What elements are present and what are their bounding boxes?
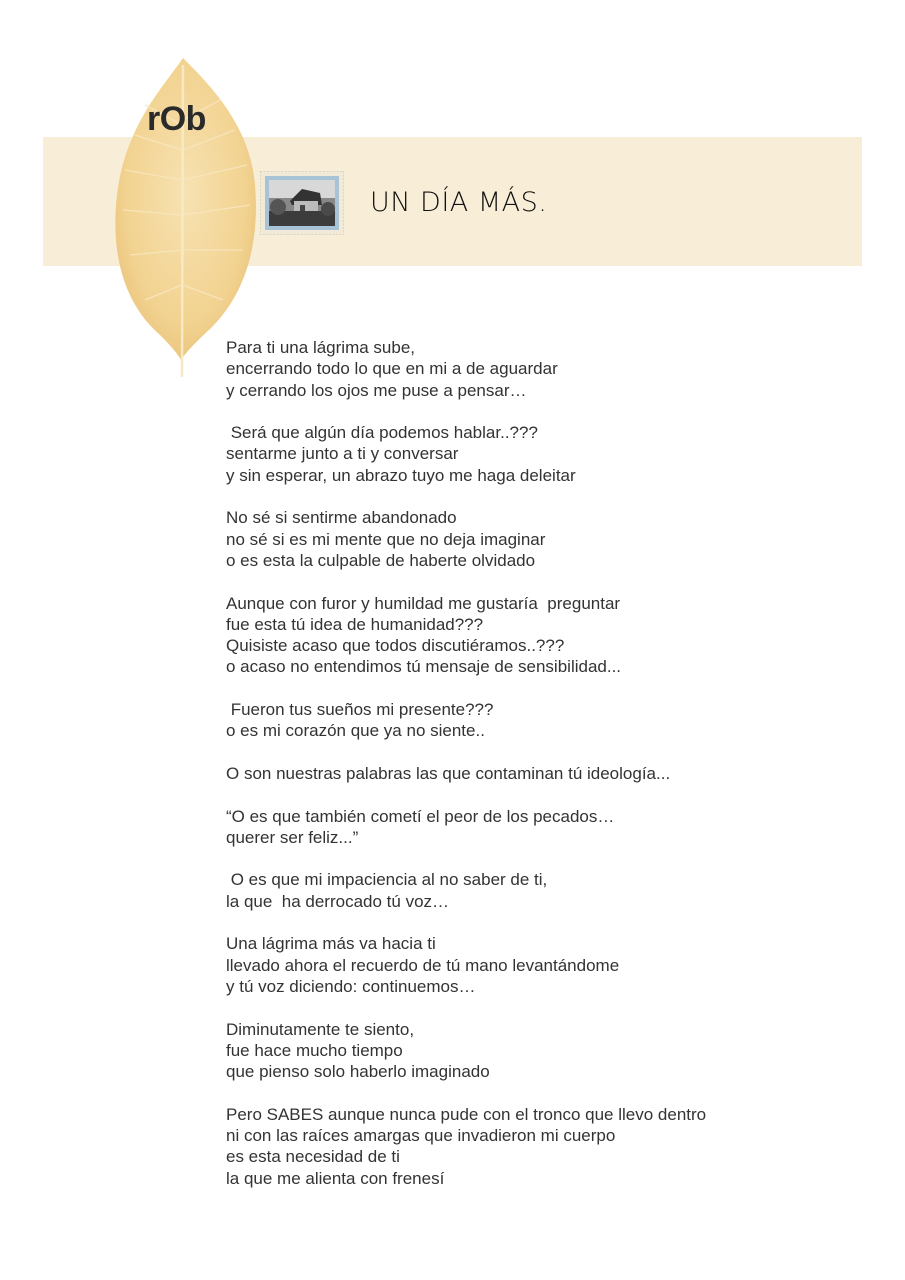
poem-line: Para ti una lágrima sube, (226, 338, 415, 357)
poem-line: querer ser feliz...” (226, 827, 359, 847)
poem-line: Aunque con furor y humildad me gustaría preguntar (226, 593, 621, 613)
stanza-spacer (226, 486, 706, 507)
stanza-spacer (226, 912, 706, 933)
poem-line: Fueron tus sueños mi presente??? (226, 700, 494, 720)
poem-line: y cerrando los ojos me puse a pensar… (226, 380, 527, 400)
poem-line: Una lágrima más va hacia ti (226, 934, 436, 954)
poem-line: Quisiste acaso que todos discutiéramos..??? (226, 636, 565, 656)
poem-line: ni con las raíces amargas que invadieron mi cuerpo (226, 1125, 616, 1145)
poem-line: la que ha derrocado tú voz… (226, 891, 450, 911)
stanza-spacer (226, 1082, 706, 1103)
poem-line: no sé si es mi mente que no deja imaginar (226, 529, 546, 549)
poem-line: O son nuestras palabras las que contaminan tú ideología... (226, 763, 671, 783)
poem-line: Será que algún día podemos hablar..??? (226, 423, 538, 443)
poem-line: o es esta la culpable de haberte olvidado (226, 550, 536, 570)
page-title: UN DÍA MÁS. (370, 187, 548, 218)
poem-line: O es que mi impaciencia al no saber de ti, (226, 870, 548, 890)
poem-line: “O es que también cometí el peor de los pecados… (226, 806, 615, 826)
poem-line: la que me alienta con frenesí (226, 1168, 445, 1188)
stanza-spacer (226, 571, 706, 592)
poem-body (226, 337, 706, 1189)
stanza-spacer (226, 678, 706, 699)
poem-line: sentarme junto a ti y conversar (226, 444, 459, 464)
stanza-spacer (226, 848, 706, 869)
poem-line: o acaso no entendimos tú mensaje de sensibilidad... (226, 657, 622, 677)
stanza-spacer (226, 997, 706, 1018)
poem-line: No sé si sentirme abandonado (226, 508, 457, 528)
poem-line: llevado ahora el recuerdo de tú mano levantándome (226, 955, 620, 975)
author-logo: rOb (147, 100, 206, 138)
poem-line: Diminutamente te siento, (226, 1019, 415, 1039)
poem-line: y sin esperar, un abrazo tuyo me haga deleitar (226, 465, 576, 485)
poem-line: o es mi corazón que ya no siente.. (226, 721, 485, 741)
poem-line: y tú voz diciendo: continuemos… (226, 976, 476, 996)
poem-line: Pero SABES aunque nunca pude con el tronco que llevo dentro (226, 1104, 707, 1124)
stanza-spacer (226, 401, 706, 422)
stanza-spacer (226, 784, 706, 805)
poem-line: que pienso solo haberlo imaginado (226, 1062, 490, 1082)
poem-line: es esta necesidad de ti (226, 1147, 400, 1167)
house-photo-stamp (260, 171, 344, 235)
poem-line: fue hace mucho tiempo (226, 1040, 403, 1060)
poem-line: fue esta tú idea de humanidad??? (226, 614, 484, 634)
stanza-spacer (226, 742, 706, 763)
poem-line: encerrando todo lo que en mi a de aguardar (226, 359, 558, 379)
